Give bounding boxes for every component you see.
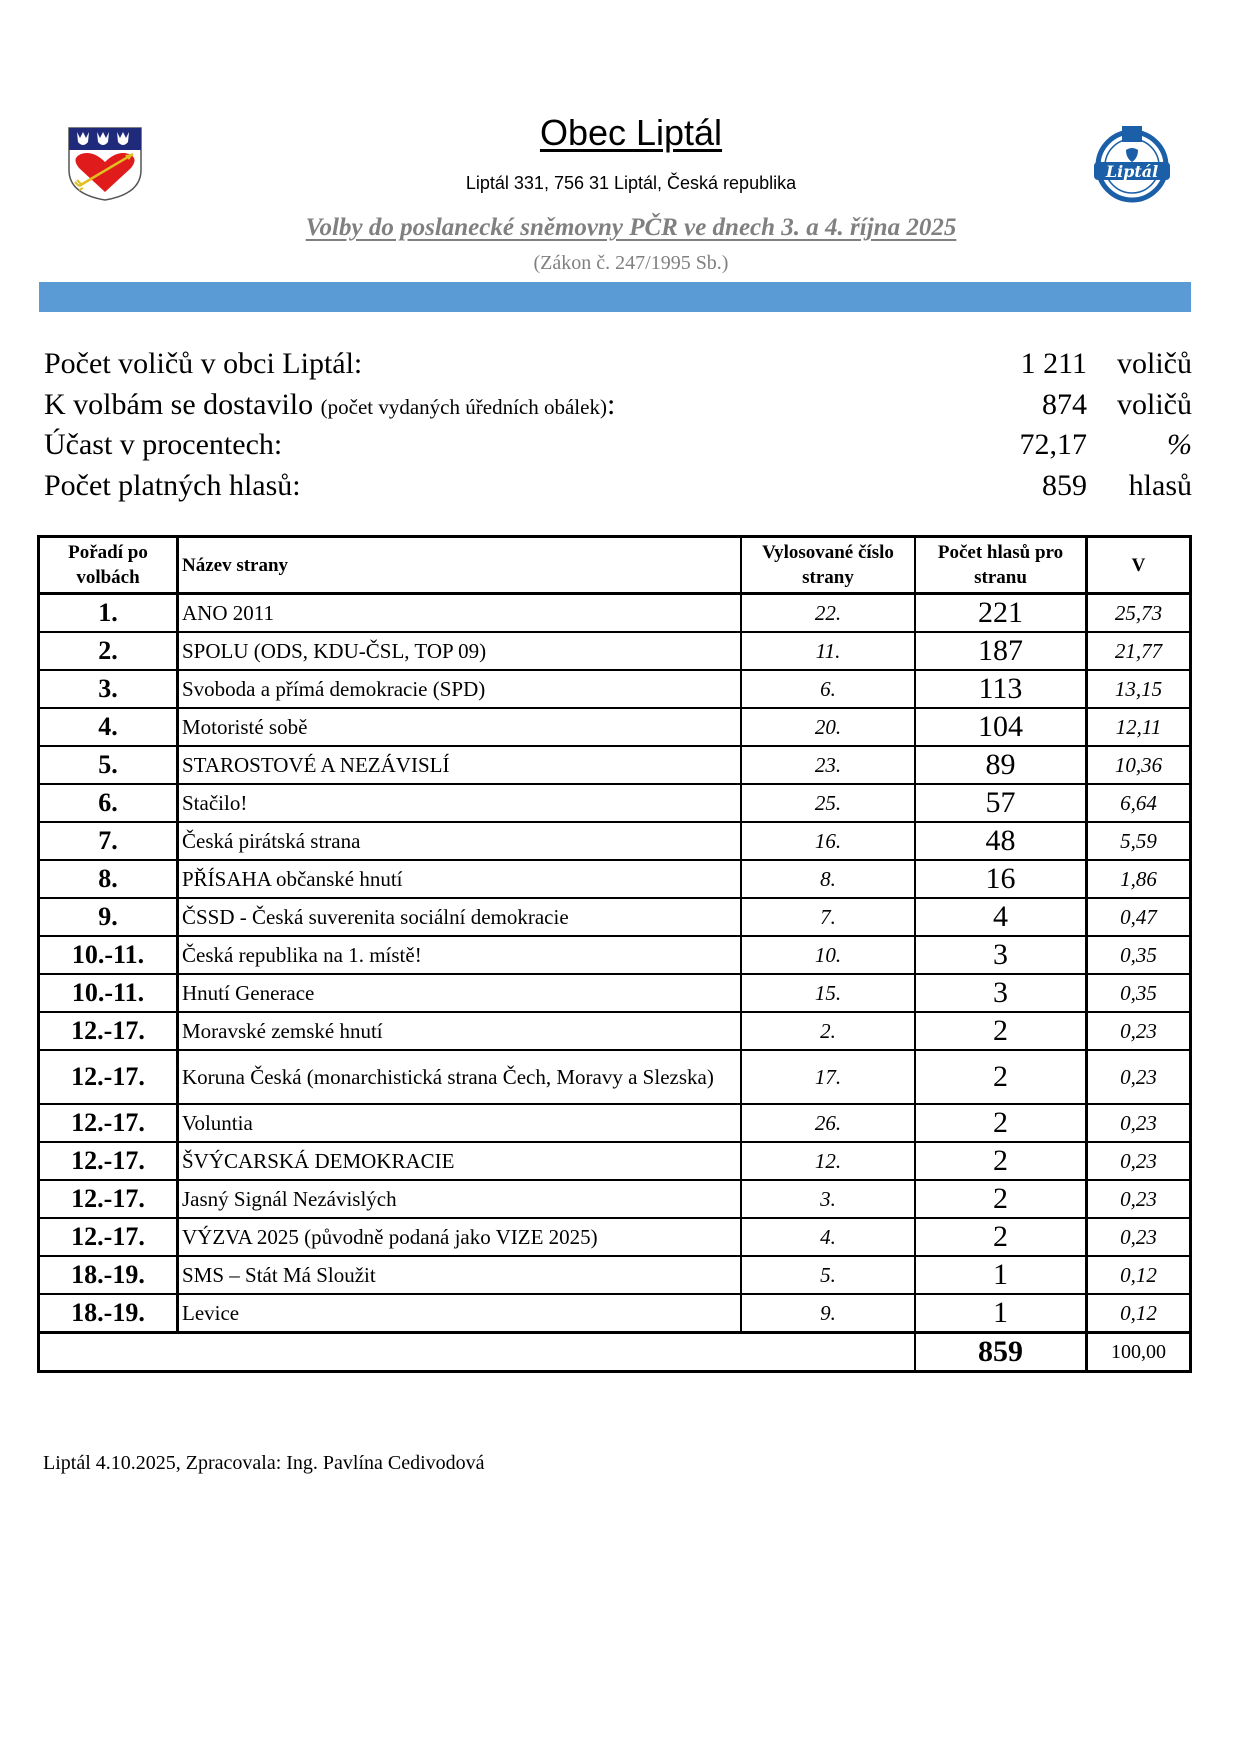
- stat-value: 72,17: [1019, 428, 1087, 461]
- party-number-cell: 5.: [741, 1256, 915, 1294]
- votes-cell: 4: [915, 898, 1087, 936]
- party-name-cell: Hnutí Generace: [178, 974, 742, 1012]
- table-row: [39, 1180, 1191, 1218]
- table-row: [39, 1218, 1191, 1256]
- column-header-rank: Pořadí po volbách: [39, 537, 178, 594]
- votes-cell: 1: [915, 1294, 1087, 1333]
- rank-cell: 10.-11.: [39, 974, 178, 1012]
- table-row: [39, 1142, 1191, 1180]
- party-name-cell: STAROSTOVÉ A NEZÁVISLÍ: [178, 746, 742, 784]
- stat-unit: hlasů: [1128, 468, 1192, 502]
- rank-cell: 18.-19.: [39, 1256, 178, 1294]
- stat-percent: [44, 425, 1192, 466]
- votes-cell: 89: [915, 746, 1087, 784]
- table-row: [39, 936, 1191, 974]
- svg-text:Liptál: Liptál: [1105, 162, 1159, 181]
- party-number-cell: 25.: [741, 784, 915, 822]
- rank-cell: 3.: [39, 670, 178, 708]
- stat-label-note: (počet vydaných úředních obálek): [320, 394, 607, 419]
- party-name-cell: Česká pirátská strana: [178, 822, 742, 860]
- party-number-cell: 3.: [741, 1180, 915, 1218]
- percent-cell: 0,23: [1087, 1218, 1191, 1256]
- table-row: [39, 822, 1191, 860]
- table-row: [39, 594, 1191, 633]
- party-name-cell: SMS – Stát Má Sloužit: [178, 1256, 742, 1294]
- rank-cell: 12.-17.: [39, 1218, 178, 1256]
- table-row: [39, 974, 1191, 1012]
- votes-cell: 2: [915, 1104, 1087, 1142]
- rank-cell: 4.: [39, 708, 178, 746]
- party-number-cell: 4.: [741, 1218, 915, 1256]
- footer-note: Liptál 4.10.2025, Zpracovala: Ing. Pavlína Cedivodová: [43, 1452, 485, 1474]
- stat-unit: %: [1167, 428, 1192, 461]
- votes-cell: 3: [915, 936, 1087, 974]
- election-title: Volby do poslanecké sněmovny PČR ve dnech 3. a 4. října 2025: [305, 214, 957, 241]
- rank-cell: 5.: [39, 746, 178, 784]
- stat-label-colon: :: [606, 387, 616, 421]
- page-title: Obec Liptál: [539, 112, 723, 153]
- table-row: [39, 1012, 1191, 1050]
- votes-cell: 221: [915, 594, 1087, 633]
- total-percent: 100,00: [1087, 1333, 1191, 1372]
- rank-cell: 1.: [39, 594, 178, 633]
- party-name-cell: Stačilo!: [178, 784, 742, 822]
- party-number-cell: 2.: [741, 1012, 915, 1050]
- votes-cell: 48: [915, 822, 1087, 860]
- stat-value: 859: [1042, 468, 1087, 502]
- percent-cell: 21,77: [1087, 632, 1191, 670]
- stat-label-main: K volbám se dostavilo: [44, 387, 321, 421]
- rank-cell: 12.-17.: [39, 1050, 178, 1104]
- stat-turnout: [44, 385, 1192, 426]
- stat-valid-votes: [44, 466, 1192, 507]
- rank-cell: 9.: [39, 898, 178, 936]
- rank-cell: 12.-17.: [39, 1012, 178, 1050]
- percent-cell: 0,23: [1087, 1012, 1191, 1050]
- column-header-number: Vylosované číslo strany: [741, 537, 915, 594]
- table-row: [39, 898, 1191, 936]
- stat-unit: voličů: [1117, 347, 1192, 380]
- party-number-cell: 12.: [741, 1142, 915, 1180]
- rank-cell: 12.-17.: [39, 1180, 178, 1218]
- column-header-percent: V: [1087, 537, 1191, 594]
- party-name-cell: SPOLU (ODS, KDU-ČSL, TOP 09): [178, 632, 742, 670]
- party-name-cell: Moravské zemské hnutí: [178, 1012, 742, 1050]
- law-reference: (Zákon č. 247/1995 Sb.): [533, 252, 729, 274]
- party-name-cell: Voluntia: [178, 1104, 742, 1142]
- party-name-cell: ANO 2011: [178, 594, 742, 633]
- address: Liptál 331, 756 31 Liptál, Česká republika: [465, 173, 797, 193]
- percent-cell: 0,35: [1087, 974, 1191, 1012]
- percent-cell: 10,36: [1087, 746, 1191, 784]
- votes-cell: 3: [915, 974, 1087, 1012]
- votes-cell: 2: [915, 1218, 1087, 1256]
- party-name-cell: VÝZVA 2025 (původně podaná jako VIZE 2025): [178, 1218, 742, 1256]
- table-row: [39, 746, 1191, 784]
- rank-cell: 10.-11.: [39, 936, 178, 974]
- turnout-stats: [44, 344, 1192, 506]
- total-label-cell: [39, 1333, 916, 1372]
- stat-label: Počet platných hlasů:: [44, 468, 301, 502]
- table-row: [39, 632, 1191, 670]
- votes-cell: 2: [915, 1012, 1087, 1050]
- percent-cell: 5,59: [1087, 822, 1191, 860]
- votes-cell: 113: [915, 670, 1087, 708]
- header-divider-bar: [39, 282, 1191, 312]
- votes-cell: 2: [915, 1180, 1087, 1218]
- rank-cell: 6.: [39, 784, 178, 822]
- party-name-cell: Jasný Signál Nezávislých: [178, 1180, 742, 1218]
- stat-unit: voličů: [1117, 387, 1192, 421]
- stat-label: [44, 385, 615, 427]
- column-header-name: Název strany: [178, 537, 742, 594]
- total-row: [39, 1333, 1191, 1372]
- votes-cell: 1: [915, 1256, 1087, 1294]
- party-number-cell: 10.: [741, 936, 915, 974]
- rank-cell: 2.: [39, 632, 178, 670]
- table-row: [39, 784, 1191, 822]
- percent-cell: 0,23: [1087, 1104, 1191, 1142]
- table-row: [39, 860, 1191, 898]
- party-number-cell: 20.: [741, 708, 915, 746]
- party-number-cell: 9.: [741, 1294, 915, 1333]
- party-number-cell: 8.: [741, 860, 915, 898]
- party-number-cell: 6.: [741, 670, 915, 708]
- party-number-cell: 22.: [741, 594, 915, 633]
- results-body: [39, 594, 1191, 1333]
- percent-cell: 1,86: [1087, 860, 1191, 898]
- rank-cell: 8.: [39, 860, 178, 898]
- percent-cell: 6,64: [1087, 784, 1191, 822]
- rank-cell: 12.-17.: [39, 1104, 178, 1142]
- party-name-cell: Česká republika na 1. místě!: [178, 936, 742, 974]
- percent-cell: 0,12: [1087, 1256, 1191, 1294]
- table-row: [39, 1294, 1191, 1333]
- party-name-cell: Svoboda a přímá demokracie (SPD): [178, 670, 742, 708]
- results-table: [37, 535, 1192, 1373]
- votes-cell: 2: [915, 1142, 1087, 1180]
- party-number-cell: 16.: [741, 822, 915, 860]
- party-number-cell: 26.: [741, 1104, 915, 1142]
- table-row: [39, 670, 1191, 708]
- votes-cell: 2: [915, 1050, 1087, 1104]
- stat-label: Počet voličů v obci Liptál:: [44, 347, 363, 380]
- percent-cell: 0,23: [1087, 1142, 1191, 1180]
- table-row: [39, 708, 1191, 746]
- party-name-cell: ČSSD - Česká suverenita sociální demokracie: [178, 898, 742, 936]
- table-header-row: [39, 537, 1191, 594]
- stat-label: Účast v procentech:: [44, 428, 283, 461]
- percent-cell: 0,23: [1087, 1050, 1191, 1104]
- rank-cell: 7.: [39, 822, 178, 860]
- party-name-cell: Levice: [178, 1294, 742, 1333]
- rank-cell: 18.-19.: [39, 1294, 178, 1333]
- rank-cell: 12.-17.: [39, 1142, 178, 1180]
- stat-value: 874: [1042, 387, 1087, 421]
- percent-cell: 0,35: [1087, 936, 1191, 974]
- party-number-cell: 7.: [741, 898, 915, 936]
- table-row: [39, 1256, 1191, 1294]
- table-row: [39, 1104, 1191, 1142]
- percent-cell: 0,12: [1087, 1294, 1191, 1333]
- votes-cell: 16: [915, 860, 1087, 898]
- column-header-votes: Počet hlasů pro stranu: [915, 537, 1087, 594]
- party-name-cell: Koruna Česká (monarchistická strana Čech, Moravy a Slezska): [178, 1050, 742, 1104]
- stat-value: 1 211: [1020, 347, 1087, 380]
- percent-cell: 25,73: [1087, 594, 1191, 633]
- percent-cell: 12,11: [1087, 708, 1191, 746]
- table-row: [39, 1050, 1191, 1104]
- percent-cell: 0,47: [1087, 898, 1191, 936]
- party-number-cell: 23.: [741, 746, 915, 784]
- total-votes: 859: [915, 1333, 1087, 1372]
- party-name-cell: PŘÍSAHA občanské hnutí: [178, 860, 742, 898]
- percent-cell: 0,23: [1087, 1180, 1191, 1218]
- percent-cell: 13,15: [1087, 670, 1191, 708]
- votes-cell: 57: [915, 784, 1087, 822]
- stat-voters: [44, 344, 1192, 385]
- party-number-cell: 17.: [741, 1050, 915, 1104]
- party-number-cell: 11.: [741, 632, 915, 670]
- party-number-cell: 15.: [741, 974, 915, 1012]
- votes-cell: 104: [915, 708, 1087, 746]
- votes-cell: 187: [915, 632, 1087, 670]
- party-name-cell: Motoristé sobě: [178, 708, 742, 746]
- party-name-cell: ŠVÝCARSKÁ DEMOKRACIE: [178, 1142, 742, 1180]
